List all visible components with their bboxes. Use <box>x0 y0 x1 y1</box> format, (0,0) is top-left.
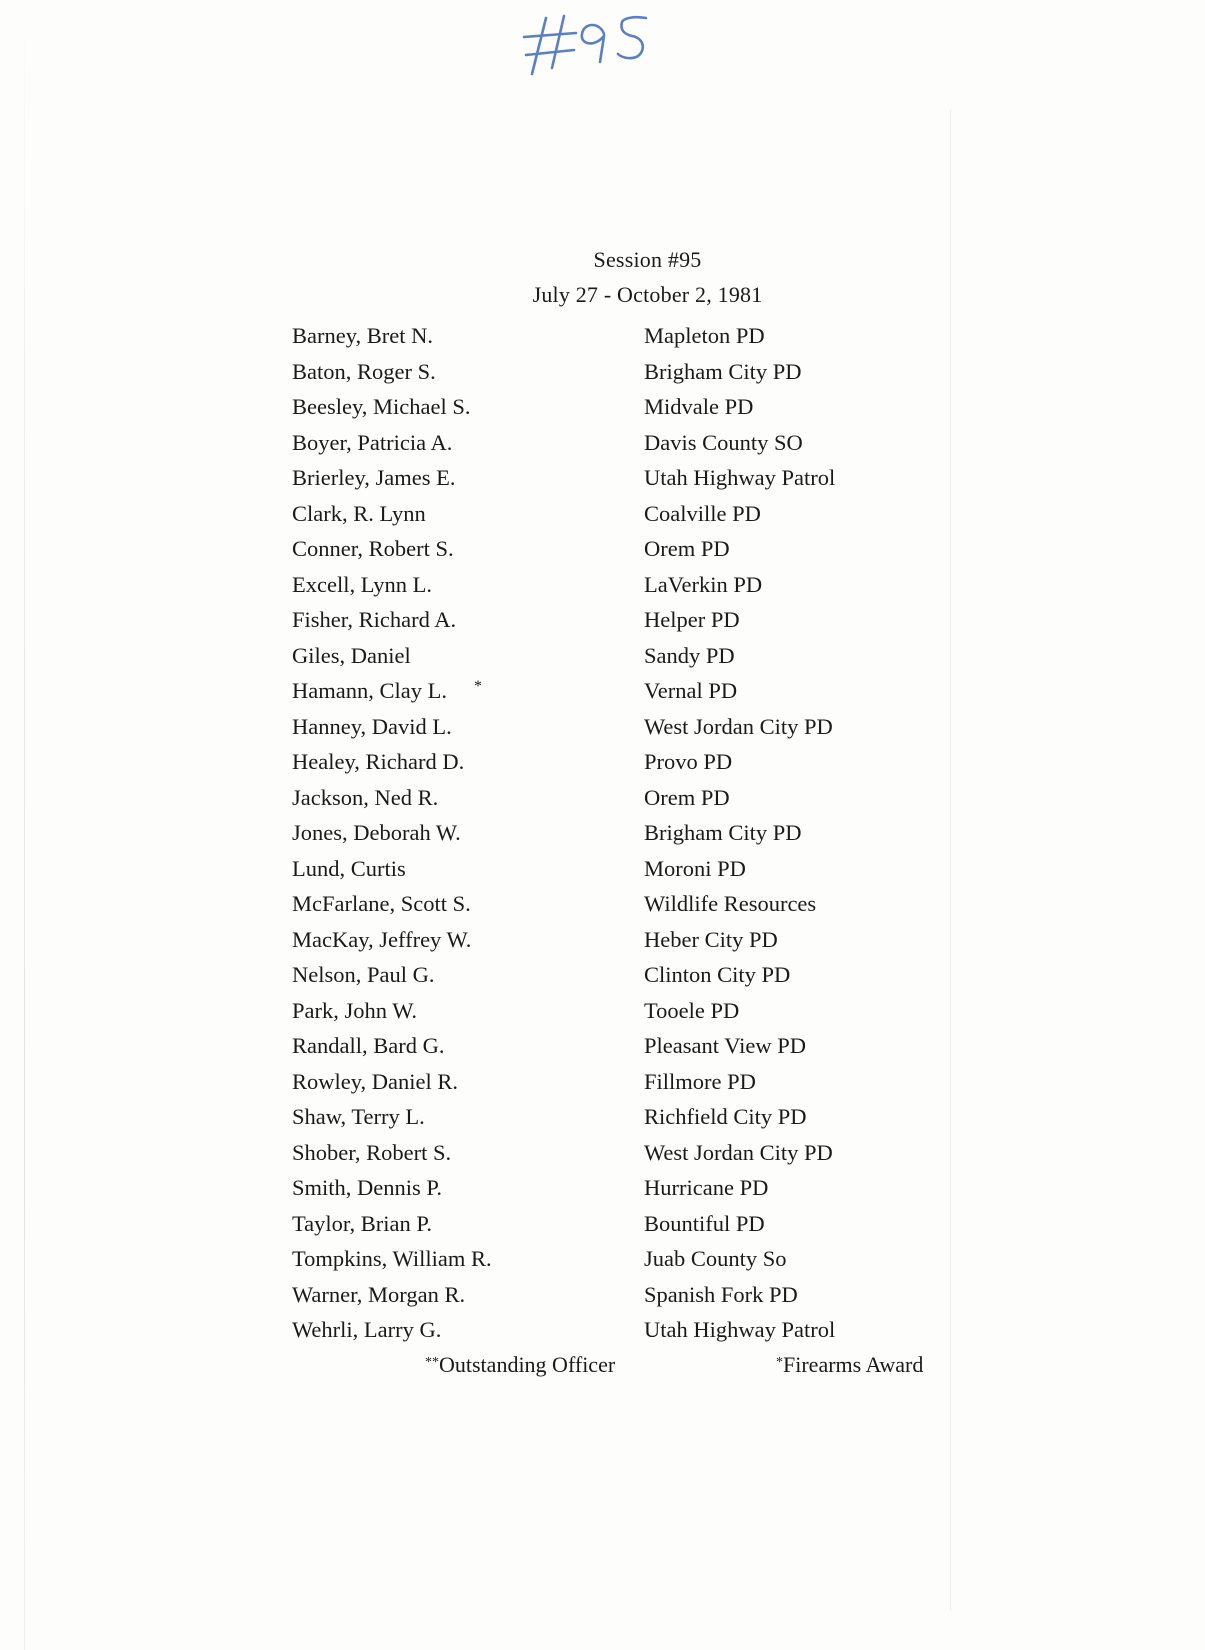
roster-row <box>292 638 972 674</box>
roster-list <box>292 318 972 1348</box>
officer-agency: Fillmore PD <box>644 1068 756 1094</box>
roster-row <box>292 318 972 354</box>
roster-row <box>292 1277 972 1313</box>
roster-row <box>292 780 972 816</box>
officer-name: Nelson, Paul G. <box>292 962 435 987</box>
roster-row <box>292 922 972 958</box>
officer-agency: Bountiful PD <box>644 1210 765 1236</box>
officer-agency: Utah Highway Patrol <box>644 465 836 490</box>
officer-agency: Davis County SO <box>644 429 803 455</box>
officer-name: Conner, Robert S. <box>292 536 454 561</box>
roster-row <box>292 851 972 887</box>
scan-edge-left <box>24 0 25 1650</box>
officer-agency: Mapleton PD <box>644 323 765 348</box>
officer-agency: Provo PD <box>644 749 733 774</box>
officer-name: Shaw, Terry L. <box>292 1104 425 1129</box>
officer-agency: Coalville PD <box>644 500 761 526</box>
officer-name: Hanney, David L. <box>292 713 452 739</box>
officer-name: Hamann, Clay L. <box>292 678 447 703</box>
officer-name: Fisher, Richard A. <box>292 607 457 632</box>
officer-name: Giles, Daniel <box>292 642 411 668</box>
roster-row <box>292 1064 972 1100</box>
session-dates: July 27 - October 2, 1981 <box>532 282 763 307</box>
officer-agency: Tooele PD <box>644 997 740 1023</box>
officer-name: Smith, Dennis P. <box>292 1175 443 1200</box>
officer-name: Excell, Lynn L. <box>292 571 432 597</box>
roster-row <box>292 354 972 390</box>
officer-agency: Utah Highway Patrol <box>644 1317 836 1342</box>
officer-agency: Orem PD <box>644 536 730 561</box>
officer-agency: Midvale PD <box>644 394 754 419</box>
officer-agency: Wildlife Resources <box>644 891 817 916</box>
roster-row <box>292 1099 972 1135</box>
officer-name: Taylor, Brian P. <box>292 1210 433 1236</box>
officer-agency: Sandy PD <box>644 642 735 668</box>
session-title: Session #95 <box>593 247 702 272</box>
roster-row <box>292 1312 972 1348</box>
firearms-award-label: Firearms Award <box>783 1352 924 1377</box>
firearms-award-mark: * <box>474 678 482 695</box>
officer-agency: Brigham City PD <box>644 358 802 384</box>
officer-name: Brierley, James E. <box>292 465 456 490</box>
legend-firearms-award <box>776 1352 923 1378</box>
officer-name: Randall, Bard G. <box>292 1033 445 1058</box>
roster-row <box>292 531 972 567</box>
firearms-award-legend-mark: * <box>776 1355 783 1370</box>
roster-row <box>292 496 972 532</box>
officer-agency: Juab County So <box>644 1246 787 1271</box>
officer-agency: Orem PD <box>644 784 730 810</box>
officer-name: Warner, Morgan R. <box>292 1281 466 1307</box>
roster-row <box>292 993 972 1029</box>
officer-agency: West Jordan City PD <box>644 1139 833 1165</box>
handwritten-session-number <box>520 4 670 84</box>
officer-name: Jackson, Ned R. <box>292 784 439 810</box>
officer-agency: West Jordan City PD <box>644 713 833 739</box>
officer-name: Baton, Roger S. <box>292 358 436 384</box>
officer-name: MacKay, Jeffrey W. <box>292 926 472 952</box>
officer-name: Shober, Robert S. <box>292 1139 452 1165</box>
officer-agency: Helper PD <box>644 607 740 632</box>
outstanding-officer-label: Outstanding Officer <box>439 1352 616 1377</box>
officer-name: Beesley, Michael S. <box>292 394 471 419</box>
roster-row <box>292 957 972 993</box>
roster-row <box>292 602 972 638</box>
officer-name: Park, John W. <box>292 997 418 1023</box>
officer-name: Barney, Bret N. <box>292 323 433 348</box>
officer-agency: Moroni PD <box>644 855 746 881</box>
officer-agency: Clinton City PD <box>644 962 791 987</box>
officer-agency: Spanish Fork PD <box>644 1281 798 1307</box>
roster-row <box>292 389 972 425</box>
roster-row <box>292 1135 972 1171</box>
roster-row <box>292 1028 972 1064</box>
officer-agency: Hurricane PD <box>644 1175 769 1200</box>
roster-row <box>292 1170 972 1206</box>
officer-name: Jones, Deborah W. <box>292 820 461 845</box>
roster-row <box>292 744 972 780</box>
roster-row <box>292 886 972 922</box>
roster-row <box>292 425 972 461</box>
roster-row <box>292 460 972 496</box>
roster-row <box>292 709 972 745</box>
officer-agency: Richfield City PD <box>644 1104 807 1129</box>
officer-name: Tompkins, William R. <box>292 1246 492 1271</box>
officer-name: Boyer, Patricia A. <box>292 429 453 455</box>
officer-agency: Vernal PD <box>644 678 738 703</box>
officer-name: McFarlane, Scott S. <box>292 891 471 916</box>
officer-agency: Brigham City PD <box>644 820 802 845</box>
outstanding-officer-mark: ** <box>425 1355 439 1370</box>
officer-agency: LaVerkin PD <box>644 571 763 597</box>
roster-row <box>292 1206 972 1242</box>
roster-row <box>292 815 972 851</box>
officer-name: Clark, R. Lynn <box>292 500 426 526</box>
officer-name: Wehrli, Larry G. <box>292 1317 442 1342</box>
roster-row <box>292 567 972 603</box>
officer-name: Healey, Richard D. <box>292 749 465 774</box>
officer-agency: Heber City PD <box>644 926 778 952</box>
officer-name: Lund, Curtis <box>292 855 406 881</box>
officer-name: Rowley, Daniel R. <box>292 1068 459 1094</box>
roster-row <box>292 1241 972 1277</box>
legend-outstanding-officer <box>425 1352 615 1378</box>
officer-agency: Pleasant View PD <box>644 1033 806 1058</box>
roster-row <box>292 673 972 709</box>
